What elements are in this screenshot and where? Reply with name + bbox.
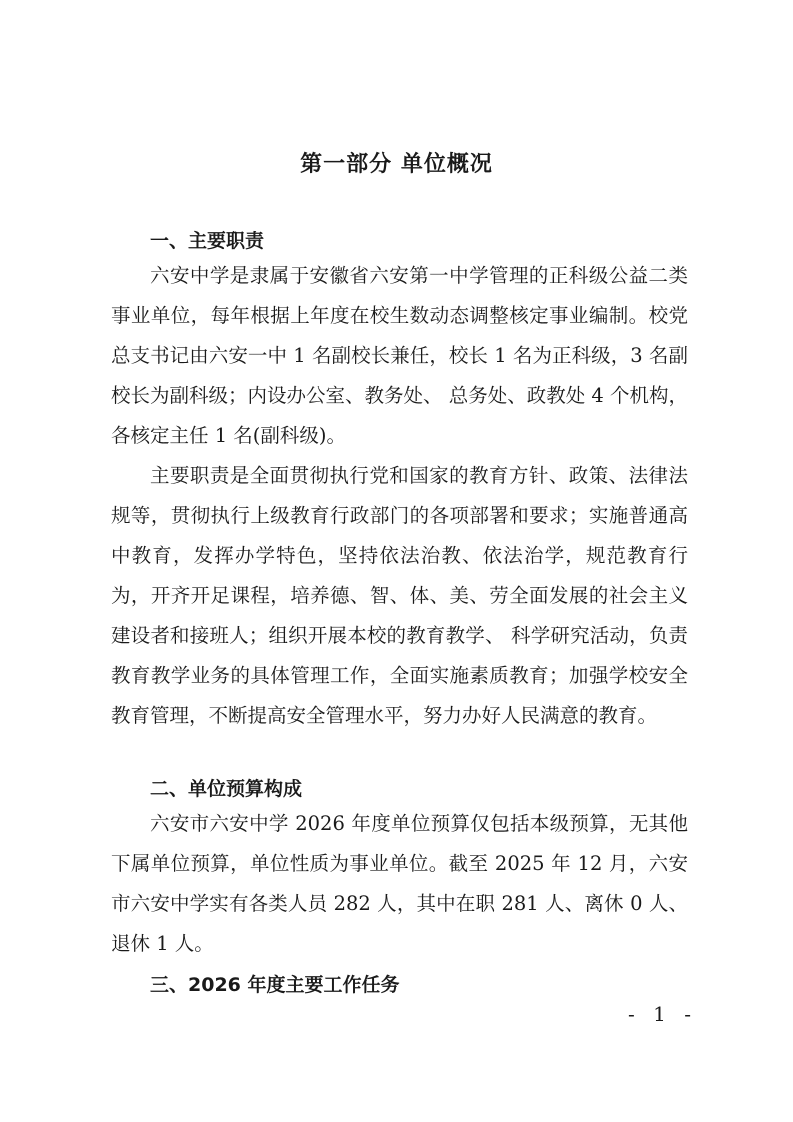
section-heading-main-duties: 一、主要职责 — [150, 230, 265, 252]
paragraph-main-duties: 主要职责是全面贯彻执行党和国家的教育方针、政策、法律法规等，贯彻执行上级教育行政部门的各项部署和要求；实施普通高中教育，发挥办学特色，坚持依法治教、依法治学，规范教育行为，开齐开足课程，培养德、智、体、美、劳全面发展的社会主义建设者和接班人；组织开展本校的教育教学、 科学研究活动，负责教育教学业务的具体管理工作，全面实施素质教育；加强学校安全教育管理，不断提高安全管理水平，努力办好人民满意的教育。 — [111, 464, 688, 727]
page-number: - 1 - — [628, 1002, 697, 1026]
section-heading-budget-composition: 二、单位预算构成 — [150, 778, 303, 800]
section-heading-work-tasks: 三、2026 年度主要工作任务 — [150, 974, 400, 996]
paragraph-unit-description: 六安中学是隶属于安徽省六安第一中学管理的正科级公益二类事业单位，每年根据上年度在校生数动态调整核定事业编制。校党总支书记由六安一中 1 名副校长兼任，校长 1 名为正科级，3 名副校长为副科级；内设办公室、教务处、 总务处、政教处 4 个机构，各核定主任 1 名(副科级)。 — [111, 264, 689, 447]
paragraph-budget-composition: 六安市六安中学 2026 年度单位预算仅包括本级预算，无其他下属单位预算，单位性质为事业单位。截至 2025 年 12 月，六安市六安中学实有各类人员 282 人，其中在职 281 人、离休 0 人、退休 1 人。 — [111, 812, 688, 955]
page-title: 第一部分 单位概况 — [300, 152, 493, 177]
